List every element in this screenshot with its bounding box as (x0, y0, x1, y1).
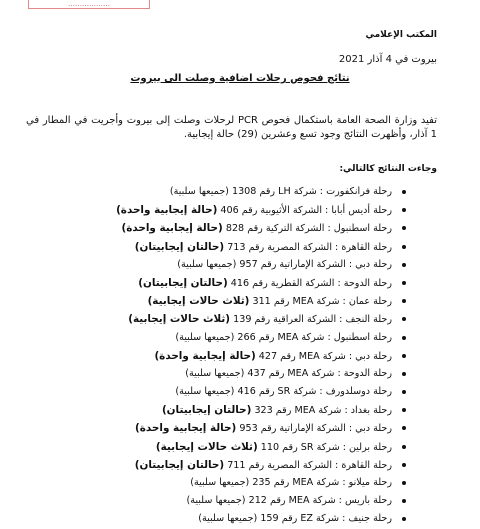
flight-item (92, 292, 392, 310)
flight-item (92, 438, 392, 456)
bullet-icon (402, 463, 406, 467)
flight-item (92, 329, 392, 347)
flight-desc: رحلة الدوحة : الشركة القطرية رقم 416 (227, 277, 392, 289)
flight-item (92, 274, 392, 292)
flight-result: (حالتان إيجابيتان) (134, 458, 225, 471)
flight-result: (حالة إيجابية واحدة) (154, 349, 256, 362)
flight-result: (حالتان إيجابيتان) (138, 276, 228, 289)
bullet-icon (402, 354, 406, 358)
flight-item (92, 474, 392, 492)
intro-paragraph: تفيد وزارة الصحة العامة باستكمال فحوص PCR لرحلات وصلت إلى بيروت وأجريت في المطار في 1 آذار، وأظهرت النتائج وجود تسع وعشرين (29) حالة إيجابية. (26, 115, 437, 140)
flight-result: (حالتان إيجابيتان) (134, 240, 225, 253)
flight-item (92, 347, 392, 365)
flight-desc: رحلة فرانكفورت : شركة LH رقم 1308 (228, 186, 392, 197)
flight-item (92, 238, 392, 256)
flight-item (92, 492, 392, 510)
flight-item (92, 365, 392, 383)
flight-result: (ثلاث حالات إيجابية) (147, 295, 250, 308)
bullet-icon (402, 517, 406, 521)
flight-result: (حالة إيجابية واحدة) (135, 422, 237, 435)
flight-result: (جميعها سلبية) (169, 186, 229, 197)
flight-desc: رحلة اسطنبول : الشركة التركية رقم 828 (222, 223, 392, 235)
bullet-icon (402, 336, 406, 340)
bullet-icon (402, 226, 406, 230)
bullet-icon (402, 208, 406, 212)
results-label: وجاءت النتائج كالتالي: (339, 164, 437, 174)
flight-desc: رحلة اسطنبول : شركة MEA رقم 266 (234, 331, 392, 343)
flight-item (92, 201, 392, 219)
press-office-label: المكتب الإعلامي (365, 30, 437, 40)
flight-desc: رحلة القاهرة : الشركة المصرية رقم 713 (224, 241, 392, 253)
flight-desc: رحلة دبي : شركة MEA رقم 427 (255, 350, 392, 362)
flight-result: (جميعها سلبية) (198, 513, 258, 525)
flight-result: (جميعها سلبية) (175, 386, 235, 398)
flight-result: (ثلاث حالات إيجابية) (155, 440, 258, 453)
flight-item (92, 383, 392, 401)
flight-results-list (92, 183, 392, 529)
flight-result: (جميعها سلبية) (175, 331, 235, 343)
flight-item (92, 456, 392, 474)
release-date: بيروت في 4 آذار 2021 (338, 54, 437, 65)
flight-desc: رحلة النجف : الشركة العراقية رقم 139 (230, 314, 392, 326)
flight-result: (حالة إيجابية واحدة) (121, 222, 223, 235)
flight-desc: رحلة برلين : شركة SR رقم 110 (257, 441, 392, 453)
flight-desc: رحلة ميلانو : شركة MEA رقم 235 (249, 477, 392, 488)
bullet-icon (402, 372, 406, 376)
flight-desc: رحلة باريس : شركة MEA رقم 212 (245, 495, 392, 507)
header-stamp: ……………… (28, 0, 150, 9)
flight-result: (جميعها سلبية) (186, 495, 246, 507)
flight-desc: رحلة أديس أبابا : الشركة الأثيوبية رقم 406 (217, 205, 392, 217)
flight-desc: رحلة دبي : الشركة الإماراتية رقم 957 (236, 258, 392, 270)
bullet-icon (402, 317, 406, 321)
flight-result: (جميعها سلبية) (177, 258, 237, 270)
flight-desc: رحلة القاهرة : الشركة المصرية رقم 711 (224, 459, 392, 471)
bullet-icon (402, 299, 406, 303)
flight-item (92, 401, 392, 419)
flight-result: (جميعها سلبية) (185, 367, 245, 379)
flight-desc: رحلة جنيف : شركة EZ رقم 159 (257, 513, 392, 525)
bullet-icon (402, 390, 406, 394)
flight-desc: رحلة عمان : شركة MEA رقم 311 (249, 296, 392, 308)
flight-item (92, 419, 392, 437)
flight-item (92, 183, 392, 201)
bullet-icon (402, 263, 406, 267)
bullet-icon (402, 445, 406, 449)
bullet-icon (402, 426, 406, 430)
flight-result: (ثلاث حالات إيجابية) (128, 313, 231, 326)
flight-item (92, 310, 392, 328)
flight-item (92, 219, 392, 237)
flight-result: (حالة إيجابية واحدة) (116, 204, 218, 217)
bullet-icon (402, 245, 406, 249)
flight-result: (جميعها سلبية) (190, 477, 250, 488)
flight-item (92, 510, 392, 528)
flight-desc: رحلة دبي : الشركة الإماراتية رقم 953 (236, 423, 392, 435)
document-title (0, 73, 480, 84)
flight-desc: رحلة دوسلدورف : شركة SR رقم 416 (234, 386, 392, 398)
flight-result: (حالتان إيجابيتان) (161, 404, 252, 417)
bullet-icon (402, 408, 406, 412)
document-title-text: نتائج فحوص رحلات اضافية وصلت الى بيروت (130, 73, 350, 84)
bullet-icon (402, 281, 406, 285)
flight-desc: رحلة بغداد : شركة MEA رقم 323 (251, 405, 392, 417)
bullet-icon (402, 190, 406, 194)
bullet-icon (402, 481, 406, 485)
flight-desc: رحلة الدوحة : شركة MEA رقم 437 (244, 367, 392, 379)
flight-item (92, 256, 392, 274)
bullet-icon (402, 499, 406, 503)
